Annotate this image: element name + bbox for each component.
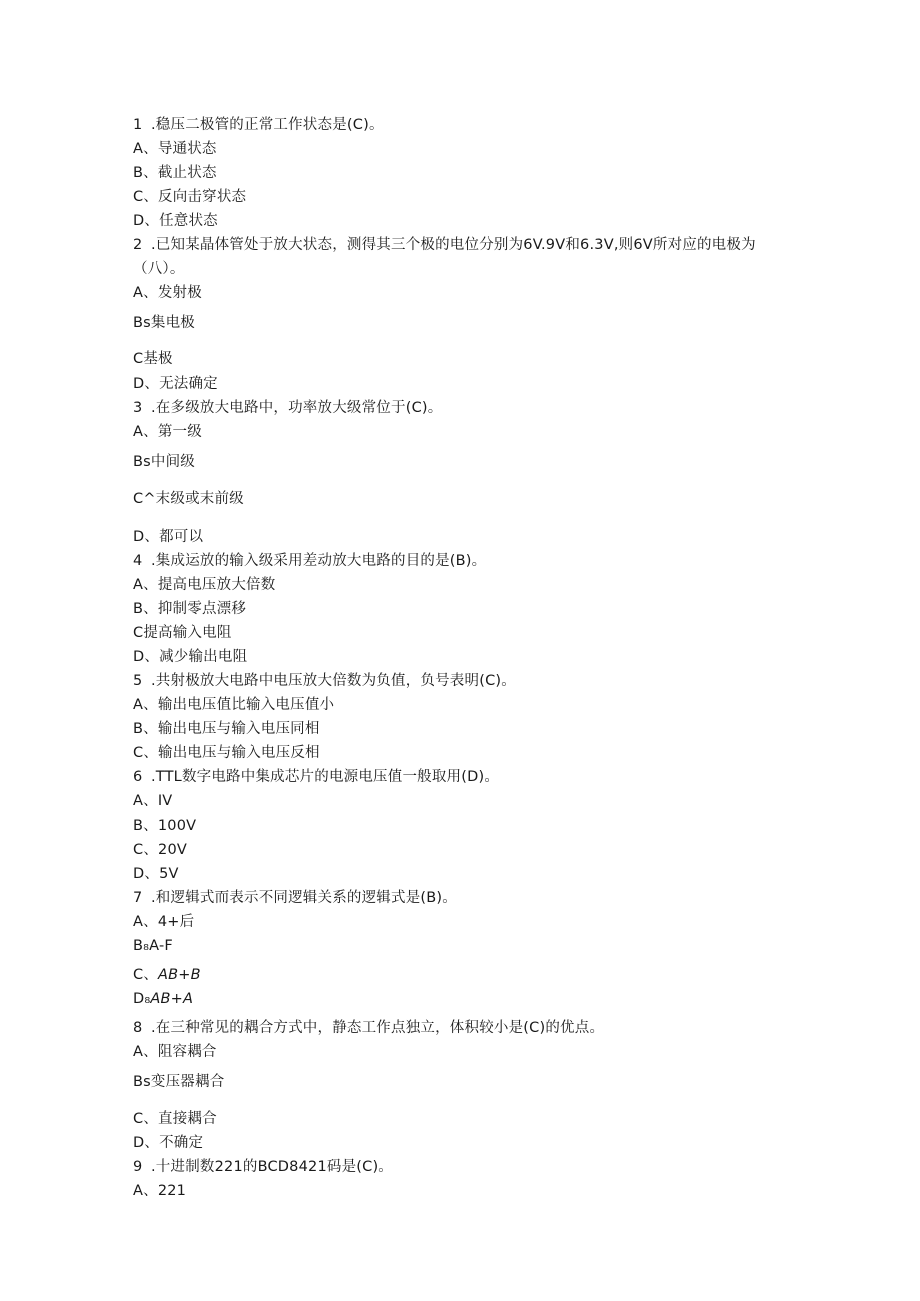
option-line: A、4+后: [133, 914, 195, 930]
option-line: A、221: [133, 1183, 187, 1199]
option-line: C、直接耦合: [133, 1111, 217, 1127]
question-7: [133, 889, 457, 907]
logic-expression: AB+B: [158, 967, 201, 983]
option-line: A、输出电压值比输入电压值小: [133, 697, 335, 713]
option-line: Bs中间级: [133, 454, 196, 470]
option-line: D、减少输出电阻: [133, 649, 248, 665]
option-line: C、输出电压与输入电压反相: [133, 745, 320, 761]
option-line: A、IV: [133, 793, 173, 809]
question-text: .十进制数221的BCD8421码是(C)。: [151, 1159, 394, 1175]
option-line: B₈A-F: [133, 938, 173, 954]
question-text: .已知某晶体管处于放大状态，测得其三个极的电位分别为6V.9V和6.3V,则6V所对应的电极为（八）。: [133, 237, 756, 277]
option-line: [133, 966, 201, 984]
option-line: C基极: [133, 351, 173, 367]
option-line: A、阻容耦合: [133, 1044, 217, 1060]
question-8: [133, 1019, 604, 1037]
question-9: [133, 1158, 393, 1176]
option-line: B、100V: [133, 818, 197, 834]
option-line: C提高输入电阻: [133, 625, 232, 641]
question-5: [133, 672, 516, 690]
option-prefix: D₈: [133, 991, 151, 1007]
question-number: 7: [133, 890, 143, 906]
option-line: D、5V: [133, 866, 179, 882]
option-line: D、都可以: [133, 529, 204, 545]
question-text: .在多级放大电路中，功率放大级常位于(C)。: [151, 400, 443, 416]
option-line: C^末级或末前级: [133, 491, 244, 507]
question-text: .TTL数字电路中集成芯片的电源电压值一般取用(D)。: [151, 769, 500, 785]
question-number: 5: [133, 673, 143, 689]
option-line: C、20V: [133, 842, 187, 858]
logic-expression: AB+A: [150, 991, 194, 1007]
question-6: [133, 768, 499, 786]
option-line: D、无法确定: [133, 376, 218, 392]
option-line: B、抑制零点漂移: [133, 601, 247, 617]
question-number: 8: [133, 1020, 143, 1036]
question-number: 2: [133, 237, 143, 253]
question-number: 6: [133, 769, 143, 785]
option-line: A、第一级: [133, 424, 202, 440]
question-text: .在三种常见的耦合方式中，静态工作点独立，体积较小是(C)的优点。: [151, 1020, 605, 1036]
option-line: A、提高电压放大倍数: [133, 577, 276, 593]
question-2: [133, 233, 783, 281]
option-line: Bs变压器耦合: [133, 1074, 225, 1090]
question-4: [133, 552, 486, 570]
option-line: A、发射极: [133, 285, 202, 301]
option-line: C、反向击穿状态: [133, 189, 247, 205]
question-number: 1: [133, 117, 143, 133]
question-text: .集成运放的输入级采用差动放大电路的目的是(B)。: [151, 553, 487, 569]
option-line: A、导通状态: [133, 141, 217, 157]
option-line: D、不确定: [133, 1135, 204, 1151]
option-line: D、任意状态: [133, 213, 218, 229]
option-line: [133, 990, 193, 1008]
option-line: B、输出电压与输入电压同相: [133, 721, 320, 737]
option-line: Bs集电极: [133, 315, 196, 331]
question-1: [133, 116, 384, 134]
question-text: .共射极放大电路中电压放大倍数为负值，负号表明(C)。: [151, 673, 516, 689]
option-line: B、截止状态: [133, 165, 217, 181]
option-prefix: C、: [133, 967, 159, 983]
question-number: 9: [133, 1159, 143, 1175]
question-number: 4: [133, 553, 143, 569]
question-3: [133, 399, 442, 417]
question-text: .稳压二极管的正常工作状态是(C)。: [151, 117, 384, 133]
question-text: .和逻辑式而表示不同逻辑关系的逻辑式是(B)。: [151, 890, 457, 906]
question-number: 3: [133, 400, 143, 416]
